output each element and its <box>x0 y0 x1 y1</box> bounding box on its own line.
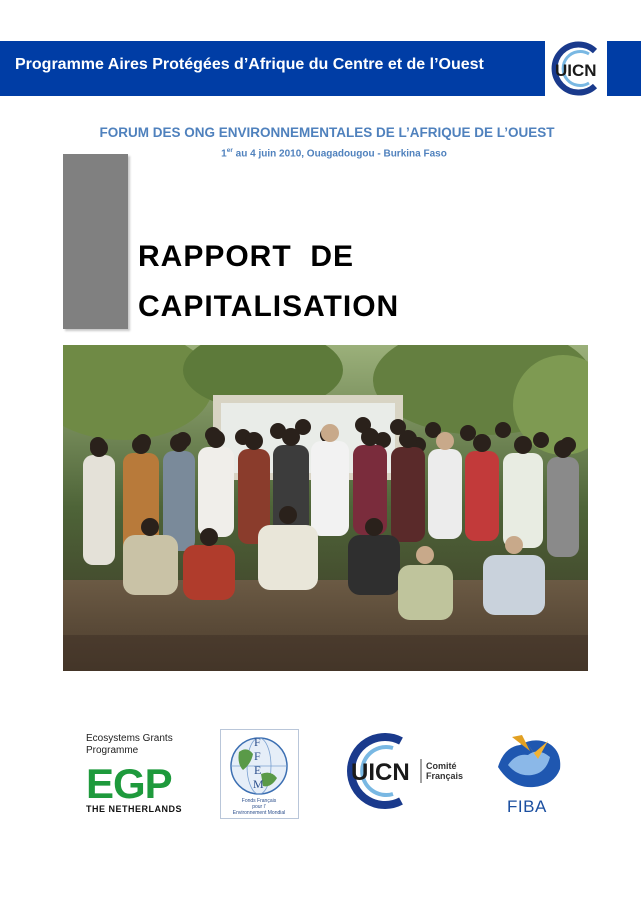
uicn-logo <box>545 41 607 96</box>
date-ordinal: er <box>226 147 233 154</box>
egp-program-line2: Programme <box>86 745 139 756</box>
ffem-letter-2: F <box>254 749 261 763</box>
ffem-letter-1: F <box>254 735 261 749</box>
egp-logo <box>86 733 196 823</box>
fiba-emblem-icon <box>494 727 566 797</box>
decorative-gray-bar <box>63 154 128 329</box>
ffem-letter-4: M <box>253 777 264 791</box>
report-title-line1: RAPPORT DE <box>138 240 355 273</box>
uicn-comite-francais-logo <box>335 733 475 809</box>
report-title-line2: CAPITALISATION <box>138 290 400 323</box>
group-photo <box>63 345 588 671</box>
uicn-fr-sub2: Français <box>426 771 464 781</box>
ffem-globe-icon <box>221 730 298 818</box>
ffem-caption-2: pour l’ <box>252 804 266 810</box>
ffem-letter-3: E <box>254 763 262 777</box>
fiba-logo <box>494 727 566 817</box>
group-photo-illustration <box>63 345 588 671</box>
uicn-fr-subtitle <box>426 761 463 781</box>
header-band <box>0 41 641 96</box>
header-title: Programme Aires Protégées d’Afrique du Centre et de l’Ouest <box>15 56 484 73</box>
uicn-fr-mark: UICN <box>351 759 410 786</box>
ffem-logo <box>220 729 299 819</box>
egp-country: THE NETHERLANDS <box>86 804 183 814</box>
egp-mark: EGP <box>86 760 172 807</box>
uicn-fr-sub1: Comité <box>426 761 457 771</box>
date-rest: au 4 juin 2010, Ouagadougou - Burkina Faso <box>232 148 447 160</box>
ffem-caption-3: Environnement Mondial <box>232 810 286 816</box>
egp-program-line1: Ecosystems Grants <box>86 733 173 744</box>
fiba-text: FIBA <box>507 797 547 816</box>
report-title <box>138 232 399 332</box>
ffem-caption-1: Fonds Français <box>241 798 277 804</box>
date-day: 1 <box>221 148 227 160</box>
uicn-ring-icon <box>545 41 607 96</box>
uicn-logo-text: UICN <box>555 61 597 80</box>
forum-title: FORUM DES ONG ENVIRONNEMENTALES DE L’AFRIQUE DE L’OUEST <box>99 125 555 140</box>
